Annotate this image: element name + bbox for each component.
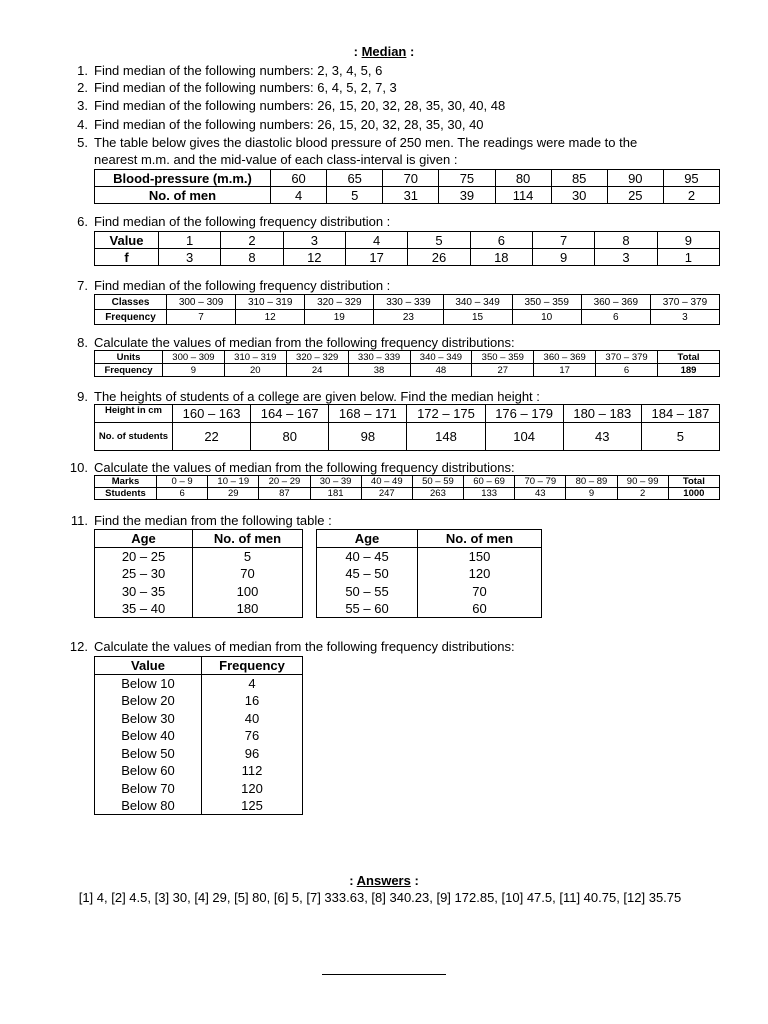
table-cell: 1 [657,249,719,266]
table-cell: 26 [408,249,470,266]
table-cell: Below 50 [95,744,202,762]
table-row [95,187,720,204]
table-cell: 350 – 359 [512,295,581,310]
table-row [95,709,303,727]
table-cell: 17 [534,364,596,377]
table-header-row [317,530,542,548]
table-cell: 30 – 39 [310,476,361,488]
column-header: Age [95,530,193,548]
table-cell: 350 – 359 [472,351,534,364]
table-cell: 29 [208,488,259,500]
table-cell: Below 30 [95,709,202,727]
table-cell: 20 – 29 [259,476,310,488]
table-cell: 75 [439,170,495,187]
table-cell: 76 [202,727,303,745]
table-cell: 1000 [668,488,719,500]
table-cell: 22 [173,423,251,451]
table-row [95,565,303,583]
table-cell: Total [668,476,719,488]
table-cell: 70 [193,565,303,583]
table-cell: 31 [383,187,439,204]
table-cell: 3 [159,249,221,266]
table-row [95,600,303,618]
table-cell: 330 – 339 [348,351,410,364]
table-cell: 5 [641,423,719,451]
table-cell: 10 – 19 [208,476,259,488]
table-row [95,692,303,710]
table-cell: 300 – 309 [163,351,225,364]
classes-frequency-table [94,294,720,325]
table-cell: 10 [512,310,581,325]
column-header: Frequency [202,657,303,675]
table-cell: 160 – 163 [173,405,251,423]
table-cell: 50 – 59 [412,476,463,488]
table-cell: 6 [596,364,658,377]
table-cell: 50 – 55 [317,582,418,600]
table-cell: 370 – 379 [650,295,719,310]
row-header-cell: Frequency [95,364,163,377]
table-cell: 2 [221,232,283,249]
row-header-cell: f [95,249,159,266]
table-cell: 12 [236,310,305,325]
page-title: : Median : [353,44,415,59]
table-cell: 4 [271,187,327,204]
units-frequency-table [94,350,720,377]
table-cell: 370 – 379 [596,351,658,364]
table-row [95,310,720,325]
table-cell: 104 [485,423,563,451]
table-row [95,170,720,187]
table-cell: 5 [327,187,383,204]
table-cell: 96 [202,744,303,762]
table-cell: 9 [532,249,594,266]
table-cell: Below 20 [95,692,202,710]
row-header-cell: Students [95,488,157,500]
table-cell: 48 [410,364,472,377]
table-cell: 164 – 167 [251,405,329,423]
table-cell: 2 [617,488,668,500]
table-row [317,565,542,583]
table-cell: 114 [495,187,551,204]
table-cell: 180 – 183 [563,405,641,423]
table-cell: 7 [532,232,594,249]
table-cell: 4 [345,232,407,249]
table-cell: 45 – 50 [317,565,418,583]
table-row [95,780,303,798]
table-cell: 90 [607,170,663,187]
table-cell: Below 70 [95,780,202,798]
table-cell: 43 [515,488,566,500]
table-cell: 125 [202,797,303,815]
table-row [95,547,303,565]
column-header: Value [95,657,202,675]
title-text: Median [361,44,407,59]
table-cell: 39 [439,187,495,204]
row-header-cell: Height in cm [95,405,173,423]
table-cell: 70 – 79 [515,476,566,488]
table-cell: 120 [202,780,303,798]
table-cell: 8 [595,232,657,249]
row-header-cell: Value [95,232,159,249]
table-cell: 340 – 349 [410,351,472,364]
table-cell: 30 – 35 [95,582,193,600]
table-row [95,476,720,488]
table-cell: 180 [193,600,303,618]
table-row [317,600,542,618]
table-row [95,249,720,266]
height-students-table [94,404,720,451]
blood-pressure-table [94,169,720,204]
table-cell: 300 – 309 [167,295,236,310]
table-cell: 310 – 319 [236,295,305,310]
table-row [95,351,720,364]
separator-line [322,974,446,975]
table-cell: 17 [345,249,407,266]
row-header-cell: No. of students [95,423,173,451]
table-row [95,727,303,745]
table-cell: 19 [305,310,374,325]
table-row [317,547,542,565]
table-cell: 16 [202,692,303,710]
table-row [95,762,303,780]
table-cell: 340 – 349 [443,295,512,310]
table-cell: 27 [472,364,534,377]
table-cell: Total [658,351,720,364]
table-cell: 40 – 45 [317,547,418,565]
table-cell: 43 [563,423,641,451]
table-cell: 3 [650,310,719,325]
table-row [95,364,720,377]
table-cell: 60 [271,170,327,187]
table-cell: 172 – 175 [407,405,485,423]
table-cell: 176 – 179 [485,405,563,423]
table-cell: 6 [581,310,650,325]
table-cell: 8 [221,249,283,266]
table-cell: 20 – 25 [95,547,193,565]
table-cell: 310 – 319 [224,351,286,364]
table-cell: 70 [418,582,542,600]
value-frequency-table [94,231,720,266]
table-cell: 9 [566,488,617,500]
cumulative-frequency-table [94,656,303,815]
table-cell: 35 – 40 [95,600,193,618]
table-cell: Below 10 [95,674,202,692]
table-cell: 70 [383,170,439,187]
table-cell: 25 – 30 [95,565,193,583]
table-cell: 65 [327,170,383,187]
table-cell: 181 [310,488,361,500]
table-cell: 55 – 60 [317,600,418,618]
table-row [95,582,303,600]
table-cell: 133 [464,488,515,500]
table-cell: 148 [407,423,485,451]
table-cell: 189 [658,364,720,377]
table-cell: 168 – 171 [329,405,407,423]
table-row [95,744,303,762]
table-row [317,582,542,600]
table-cell: 20 [224,364,286,377]
table-cell: 85 [551,170,607,187]
table-cell: 5 [193,547,303,565]
column-header: No. of men [193,530,303,548]
table-cell: 247 [361,488,412,500]
table-cell: 5 [408,232,470,249]
marks-students-table [94,475,720,500]
column-header: No. of men [418,530,542,548]
table-header-row [95,530,303,548]
table-cell: 2 [663,187,719,204]
table-cell: 60 [418,600,542,618]
row-header-cell: No. of men [95,187,271,204]
table-cell: 40 [202,709,303,727]
table-cell: 100 [193,582,303,600]
table-cell: 80 [251,423,329,451]
table-cell: 6 [470,232,532,249]
table-header-row [95,657,303,675]
table-cell: 0 – 9 [157,476,208,488]
table-cell: 40 – 49 [361,476,412,488]
age-men-table-left [94,529,303,618]
table-cell: Below 80 [95,797,202,815]
table-cell: 9 [657,232,719,249]
table-row [95,797,303,815]
table-cell: 320 – 329 [286,351,348,364]
table-row [95,423,720,451]
table-cell: 80 – 89 [566,476,617,488]
table-cell: 24 [286,364,348,377]
table-cell: 263 [412,488,463,500]
row-header-cell: Frequency [95,310,167,325]
table-cell: 9 [163,364,225,377]
table-row [95,232,720,249]
worksheet-page: : Median : 1. Find median of the following numbers: 2, 3, 4, 5, 6 2. Find median of the following numbers: 6, 4, 5, 2, 7, 3 3. Find median of the following numbers: 26, 15, 20, 32, 28, 35, 30, 40, 48 4. Find median of the following numbers: 26, 15, 20, 32, 28, 35, 30, 40 5. The table below gives the diastolic blood pressure of 250 men. The readings were made to the nearest m.m. and the mid-value of each class-interval is given : Blood-pressure (m.m.) 60 65 70 75 80 85 90 95 No. of men 4 5 31 39 114 30 25 2 6. Find median of the following frequency distribution : Value 1 2 3 4 5 6 7 8 9 f 3 8 12 17 26 18 9 3 1 7. Find median of the following frequency distribution : Classes 300 – 309 310 – 319 320 – 329 330 – 339 340 – 349 350 – 359 360 – 369 370 – 379 Frequency 7 12 19 23 15 10 6 3 8. Calculate the values of median from the following frequency distributions: Units 300 – 309 310 – 319 320 – 329 330 – 339 340 – 349 350 – 359 360 – 369 370 – 379 Total Frequency 9 20 24 38 48 27 17 6 189 9. The heights of students of a college are given below. Find the median height : Height in cm 160 – 163 164 – 167 168 – 171 172 – 175 176 – 179 180 – 183 184 – 187 No. of students 22 80 98 148 104 43 5 10. Calculate the values of median from the following frequency distributions: Marks 0 – 9 10 – 19 20 – 29 30 – 39 40 – 49 50 – 59 60 – 69 70 – 79 80 – 89 90 – 99 Total Students 6 29 87 181 247 263 133 43 9 2 1000 11. Find the median from the following table : Age No. of men 20 – 25 5 25 – 30 70 30 – 35 100 35 – 40 180 Age No. of men 40 – 45 150 45 – 50 120 50 – 55 70 55 – 60 60 12. Calculate the values of median from the following frequency distributions: Value Frequency Below 10 4 Below 20 16 Below 30 40 Below 40 76 Below 50 96 Below 60 112 Below 70 120 Below 80 125 : Answers : [1] 4, [2] 4.5, [3] 30, [4] 29, [5] 80, [6] 5, [7] 333.63, [8] 340.23, [9] 172.85, [10] 47.5, [11] 40.75, [12] 35.75 [0,0,768,1024]
table-cell: 1 [159,232,221,249]
table-cell: 112 [202,762,303,780]
row-header-cell: Marks [95,476,157,488]
table-cell: 3 [283,232,345,249]
row-header-cell: Blood-pressure (m.m.) [95,170,271,187]
table-cell: 30 [551,187,607,204]
table-cell: 23 [374,310,443,325]
table-cell: 120 [418,565,542,583]
table-cell: 360 – 369 [581,295,650,310]
table-cell: Below 60 [95,762,202,780]
table-cell: 184 – 187 [641,405,719,423]
table-cell: 320 – 329 [305,295,374,310]
table-cell: 90 – 99 [617,476,668,488]
table-cell: 80 [495,170,551,187]
table-cell: 87 [259,488,310,500]
table-row [95,674,303,692]
table-cell: 150 [418,547,542,565]
table-cell: 98 [329,423,407,451]
age-men-table-right [316,529,542,618]
table-cell: Below 40 [95,727,202,745]
answers-title: : Answers : [349,873,419,888]
table-row [95,295,720,310]
table-cell: 12 [283,249,345,266]
table-cell: 38 [348,364,410,377]
table-cell: 330 – 339 [374,295,443,310]
row-header-cell: Units [95,351,163,364]
table-cell: 3 [595,249,657,266]
table-cell: 4 [202,674,303,692]
table-cell: 7 [167,310,236,325]
row-header-cell: Classes [95,295,167,310]
table-cell: 18 [470,249,532,266]
table-cell: 360 – 369 [534,351,596,364]
table-row [95,488,720,500]
table-cell: 15 [443,310,512,325]
table-cell: 60 – 69 [464,476,515,488]
table-cell: 25 [607,187,663,204]
table-cell: 95 [663,170,719,187]
table-row [95,405,720,423]
column-header: Age [317,530,418,548]
answers-list: [1] 4, [2] 4.5, [3] 30, [4] 29, [5] 80, [6] 5, [7] 333.63, [8] 340.23, [9] 172.85, [10] 47.5, [11] 40.75, [12] 35.75 [78,890,682,905]
table-cell: 6 [157,488,208,500]
